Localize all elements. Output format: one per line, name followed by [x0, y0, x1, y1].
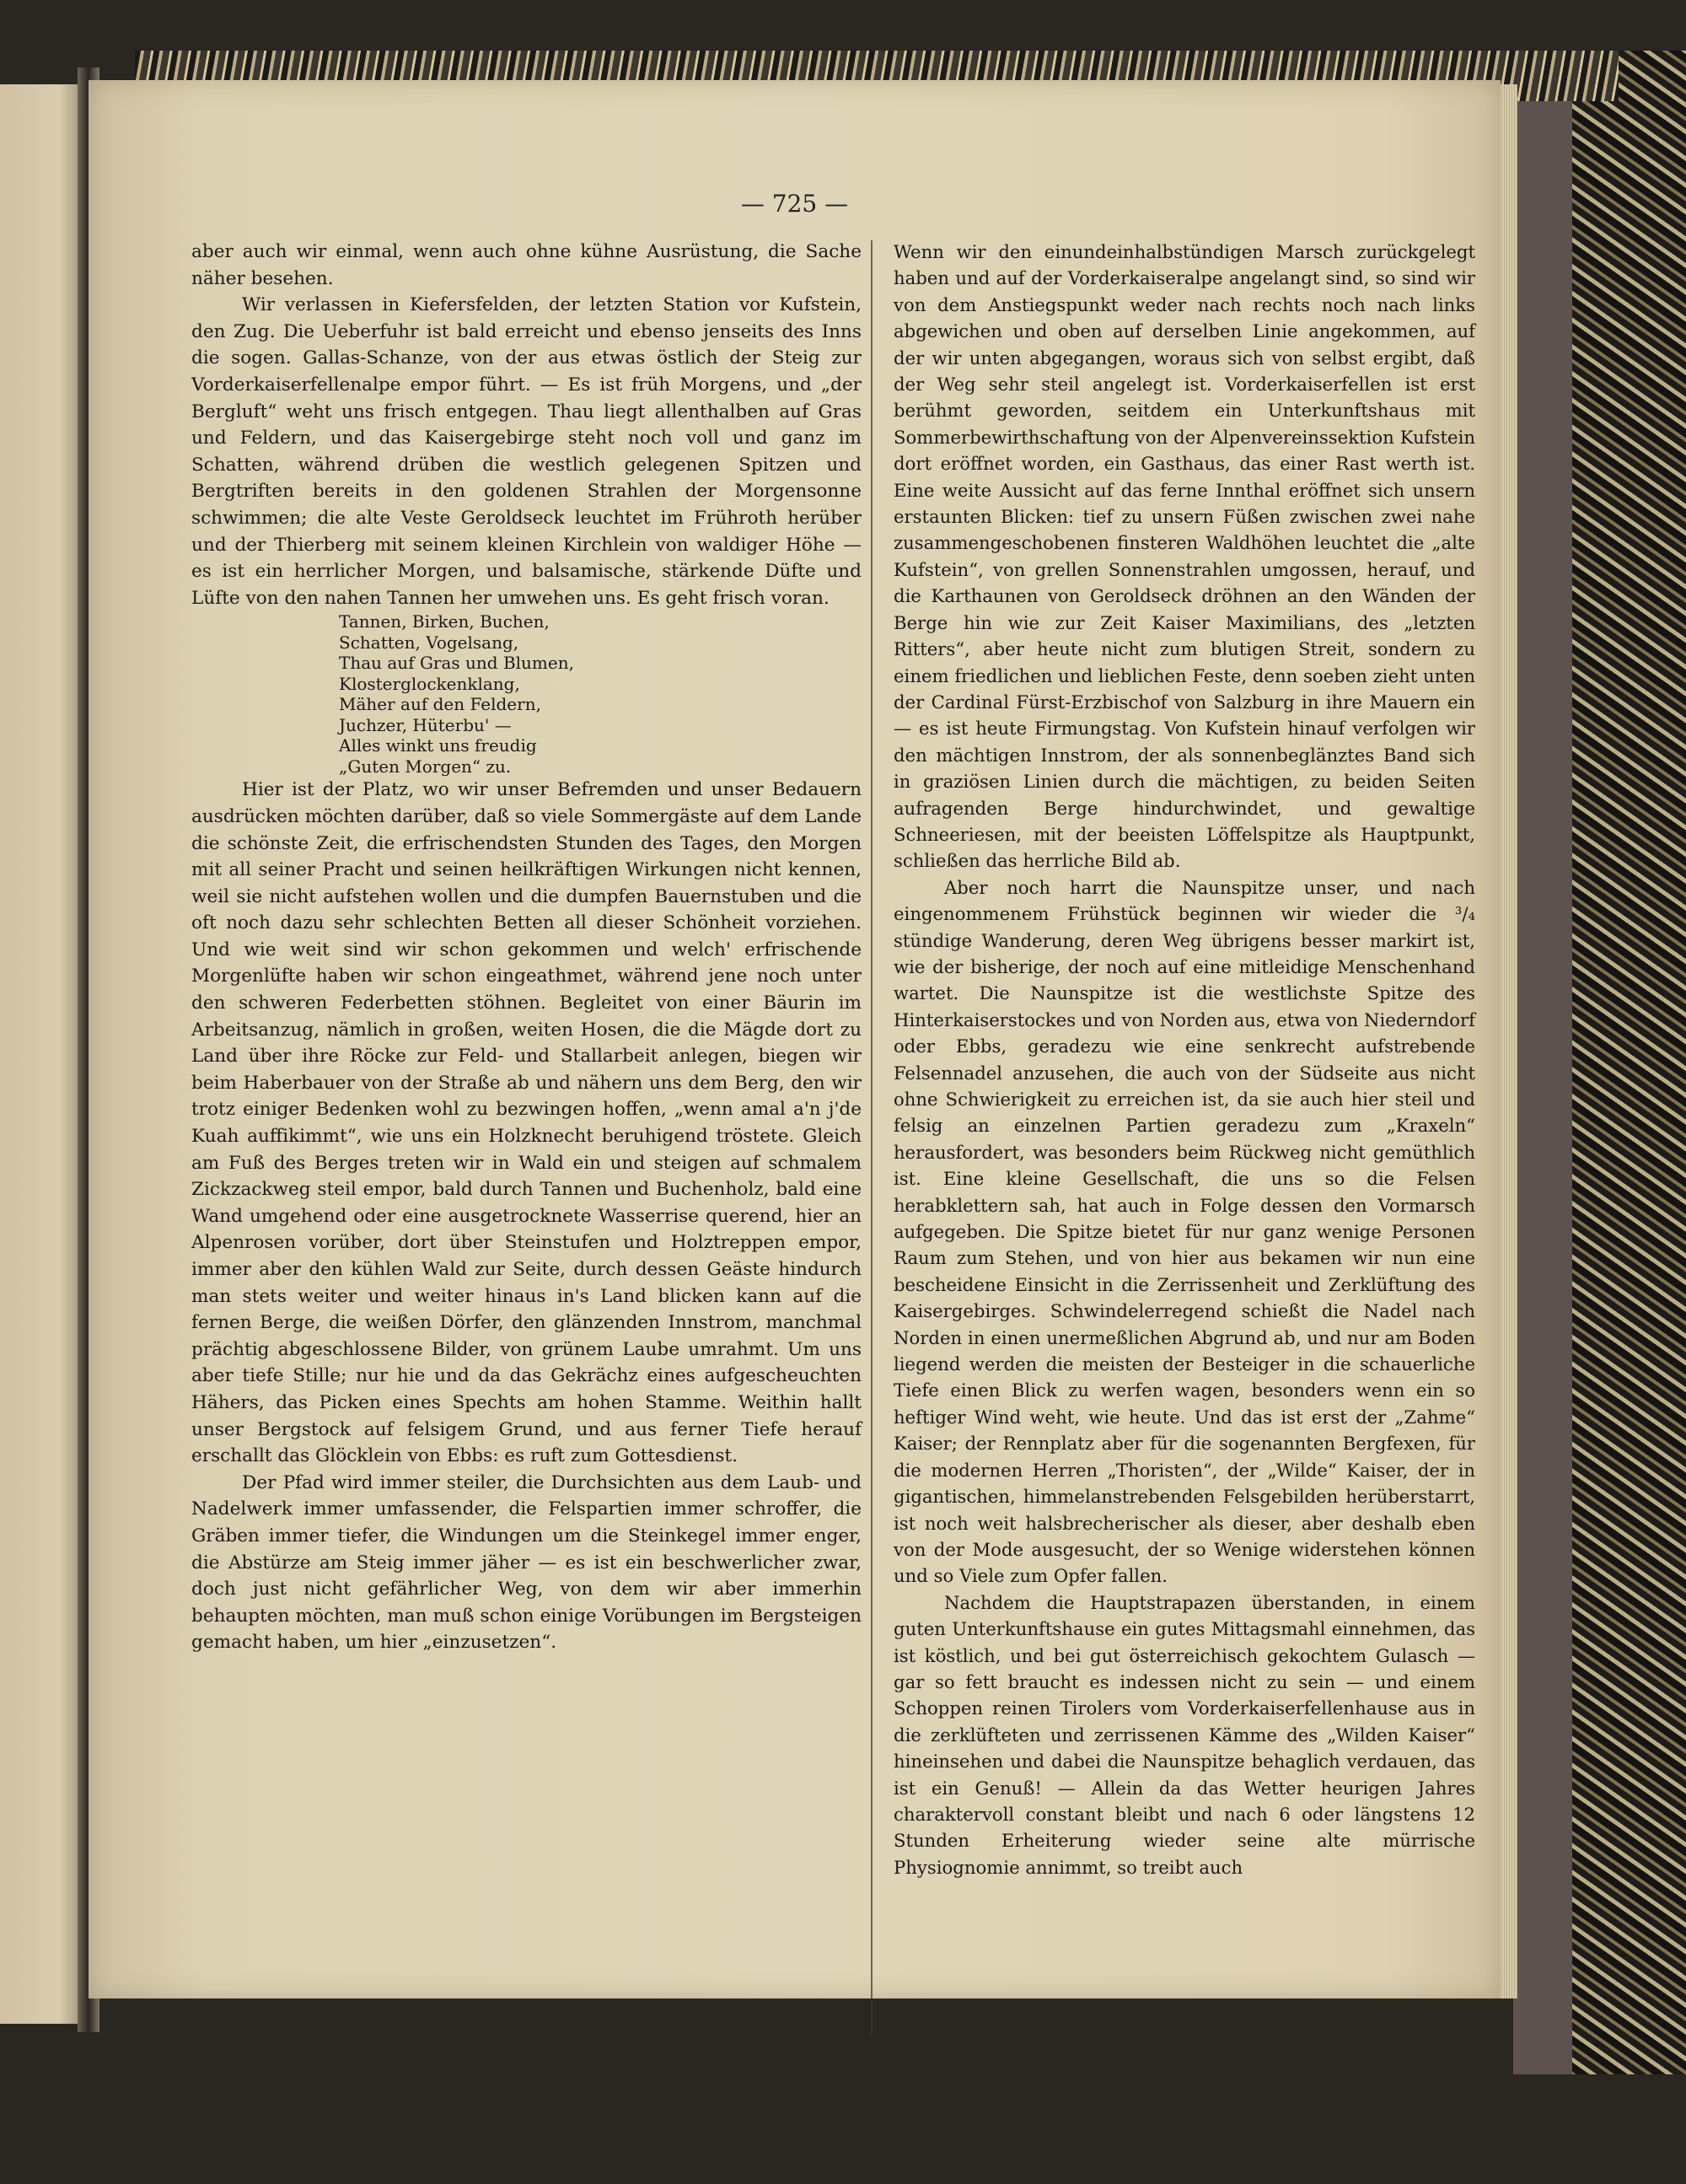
poem-line: Alles winkt uns freudig	[339, 735, 537, 756]
cover-board	[1513, 51, 1572, 2074]
right-paragraph-2: Aber noch harrt die Naunspitze unser, und nach eingenommenem Frühstück beginnen wir wieder die ³/₄ stündige Wanderung, deren Weg übrigens besser markirt ist, wie der bisherige, der noch auf eine mitleidige Menschenhand wartet. Die Naunspitze ist die westlichste Spitze des Hinterkaiserstockes und von Norden aus, etwa von Niederndorf oder Ebbs, geradezu wie eine senkrecht aufstrebende Felsennadel anzusehen, die auch von der Südseite aus nicht ohne Schwierigkeit zu erreichen ist, da sie auch hier steil und felsig an einzelnen Partien geradezu zum „Kraxeln“ herausfordert, was besonders beim Rückweg nicht gemüthlich ist. Eine kleine Gesellschaft, die uns so die Felsen herabklettern sah, hat auch in Folge dessen den Vormarsch aufgegeben. Die Spitze bietet für nur ganz wenige Personen Raum zum Stehen, und von hier aus bekamen wir nun eine bescheidene Einsicht in die Zerrissenheit und Zerklüftung des Kaisergebirges. Schwindelerregend schießt die Nadel nach Norden in einen unermeßlichen Abgrund ab, und nur am Boden liegend werden die meisten der Besteiger in die schauerliche Tiefe einen Blick zu werfen wagen, besonders wenn ein so heftiger Wind weht, wie heute. Und das ist erst der „Zahme“ Kaiser; der Rennplatz aber für die sogenannten Bergfexen, für die modernen Herren „Thoristen“, der „Wilde“ Kaiser, der in gigantischen, himmelanstrebenden Felsgebilden herüberstarrt, ist noch weit halsbrecherischer als dieser, aber deshalb eben von der Mode ausgesucht, der so Wenige widerstehen können und so Viele zum Opfer fallen.	[894, 876, 1475, 1587]
left-paragraph-2: Wir verlassen in Kiefersfelden, der letzten Station vor Kufstein, den Zug. Die Ueberfuhr ist bald erreicht und ebenso jenseits des Inns die sogen. Gallas-Schanze, von der aus etwas östlich der Steig zur Vorderkaiserfellenalpe empor führt. — Es ist früh Morgens, und „der Bergluft“ weht uns frisch entgegen. Thau liegt allenthalben auf Gras und Feldern, und das Kaisergebirge steht noch voll und ganz im Schatten, während drüben die westlich gelegenen Spitzen und Bergtriften bereits in den goldenen Strahlen der Morgensonne schwimmen; die alte Veste Geroldseck leuchtet im Frühroth herüber und der Thierberg mit seinem kleinen Kirchlein von waldiger Höhe — es ist ein herrlicher Morgen, und balsamische, stärkende Düfte und Lüfte von den nahen Tannen her umwehen uns. Es geht frisch voran.	[191, 294, 862, 609]
poem-line: „Guten Morgen“ zu.	[339, 756, 512, 777]
left-paragraph-1: aber auch wir einmal, wenn auch ohne kühne Ausrüstung, die Sache näher besehen.	[191, 241, 862, 289]
poem	[339, 611, 862, 777]
page-number: — 725 —	[740, 190, 849, 218]
right-paragraph-1: Wenn wir den einundeinhalbstündigen Marsch zurückgelegt haben und auf der Vorderkaiseralpe angelangt sind, so sind wir von dem Anstiegspunkt weder nach rechts noch nach links abgewichen und oben auf derselben Linie angekommen, auf der wir unten abgegangen, woraus sich von selbst ergibt, daß der Weg sehr steil angelegt ist. Vorderkaiserfellen ist erst berühmt geworden, seitdem ein Unterkunftshaus mit Sommerbewirthschaftung von der Alpenvereinssektion Kufstein dort eröffnet worden, ein Gasthaus, das einer Rast werth ist. Eine weite Aussicht auf das ferne Innthal eröffnet sich unsern erstaunten Blicken: tief zu unsern Füßen zwischen zwei nahe zusammengeschobenen finsteren Waldhöhen leuchtet die „alte Kufstein“, von grellen Sonnenstrahlen umgossen, herauf, und die Karthaunen von Geroldseck dröhnen an den Wänden der Berge hin wie zur Zeit Kaiser Maximilians, des „letzten Ritters“, aber heute nicht zum blutigen Streit, sondern zu einem friedlichen und lieblichen Feste, denn soeben zieht unten der Cardinal Fürst-Erzbischof von Salzburg in ihre Mauern ein — es ist heute Firmungstag. Von Kufstein hinauf verfolgen wir den mächtigen Innstrom, der als sonnenbeglänztes Band sich in graziösen Linien durch die mächtigen, zu beiden Seiten aufragenden Berge hindurchwindet, und gewaltige Schneeriesen, mit der beeisten Löffelspitze als Hauptpunkt, schließen das herrliche Bild ab.	[894, 241, 1476, 872]
poem-line: Juchzer, Hüterbu' —	[339, 714, 512, 735]
left-paragraph-3: Hier ist der Platz, wo wir unser Befremden und unser Bedauern ausdrücken möchten darüber, daß so viele Sommergäste auf dem Lande die schönste Zeit, die erfrischendsten Stunden des Tages, den Morgen mit all seiner Pracht und seinen heilkräftigen Wirkungen nicht kennen, weil sie nicht aufstehen wollen und die dumpfen Bauernstuben und die oft noch dazu sehr schlechten Betten all dieser Schönheit vorziehen. Und wie weit sind wir schon gekommen und welch' erfrischende Morgenlüfte haben wir schon eingeathmet, während jene noch unter den schweren Federbetten stöhnen. Begleitet von einer Bäurin im Arbeitsanzug, nämlich in großen, weiten Hosen, die die Mägde dort zu Land über ihre Röcke zur Feld- und Stallarbeit anlegen, biegen wir beim Haberbauer von der Straße ab und nähern uns dem Berg, den wir trotz einiger Bedenken wohl zu bezwingen hoffen, „wenn amal a'n j'de Kuah auffikimmt“, wie uns ein Holzknecht beruhigend tröstete. Gleich am Fuß des Berges treten wir in Wald ein und steigen auf schmalem Zickzackweg steil empor, bald durch Tannen und Buchenholz, bald eine Wand umgehend oder eine ausgetrocknete Wasserrise querend, hier an Alpenrosen vorüber, dort über Steinstufen und Holztreppen empor, immer aber den kühlen Wald zur Seite, durch dessen Geäste hindurch man stets weiter und weiter hinaus in's Land blicken kann auf die fernen Berge, die weißen Dörfer, den glänzenden Innstrom, manchmal prächtig abgeschlossene Bilder, von grünem Laube umrahmt. Um uns aber tiefe Stille; nur hie und da das Gekrächz eines aufgescheuchten Hähers, das Picken eines Spechts am hohen Stamme. Weithin hallt unser Bergstock auf felsigem Grund, und aus ferner Tiefe herauf erschallt das Glöcklein von Ebbs: es ruft zum Gottesdienst.	[191, 779, 862, 1467]
poem-line: Klosterglockenklang,	[339, 673, 520, 694]
left-paragraph-4: Der Pfad wird immer steiler, die Durchsichten aus dem Laub- und Nadelwerk immer umfassender, die Felspartien immer schroffer, die Gräben immer tiefer, die Windungen um die Steinkegel immer enger, die Abstürze am Steig immer jäher — es ist ein beschwerlicher zwar, doch just nicht gefährlicher Weg, von dem wir aber immerhin behaupten möchten, man muß schon einige Vorübungen im Bergsteigen gemacht haben, um hier „einzusetzen“.	[191, 1471, 862, 1654]
poem-line: Schatten, Vogelsang,	[339, 632, 519, 653]
poem-line: Tannen, Birken, Buchen,	[339, 611, 550, 632]
poem-line: Mäher auf den Feldern,	[339, 694, 541, 715]
column-divider	[871, 240, 873, 2036]
poem-line: Thau auf Gras und Blumen,	[339, 653, 574, 674]
book-page	[89, 80, 1501, 1998]
right-text-column	[894, 239, 1475, 1880]
left-text-column	[191, 239, 862, 1656]
right-paragraph-3: Nachdem die Hauptstrapazen überstanden, in einem guten Unterkunftshause ein gutes Mittagsmahl einnehmen, das ist köstlich, und bei gut österreichisch gekochtem Gulasch — gar so fett braucht es indessen nicht zu sein — und einem Schoppen reinen Tirolers vom Vorderkaiserfellenhause aus in die zerklüfteten und zerrissenen Kämme des „Wilden Kaiser“ hineinsehen und dabei die Naunspitze behaglich verdauen, das ist ein Genuß! — Allein da das Wetter heurigen Jahres charaktervoll constant bleibt und nach 6 oder längstens 12 Stunden Erheiterung wieder seine alte mürrische Physiognomie annimmt, so treibt auch	[894, 1591, 1475, 1878]
left-page-edge	[0, 84, 84, 2024]
